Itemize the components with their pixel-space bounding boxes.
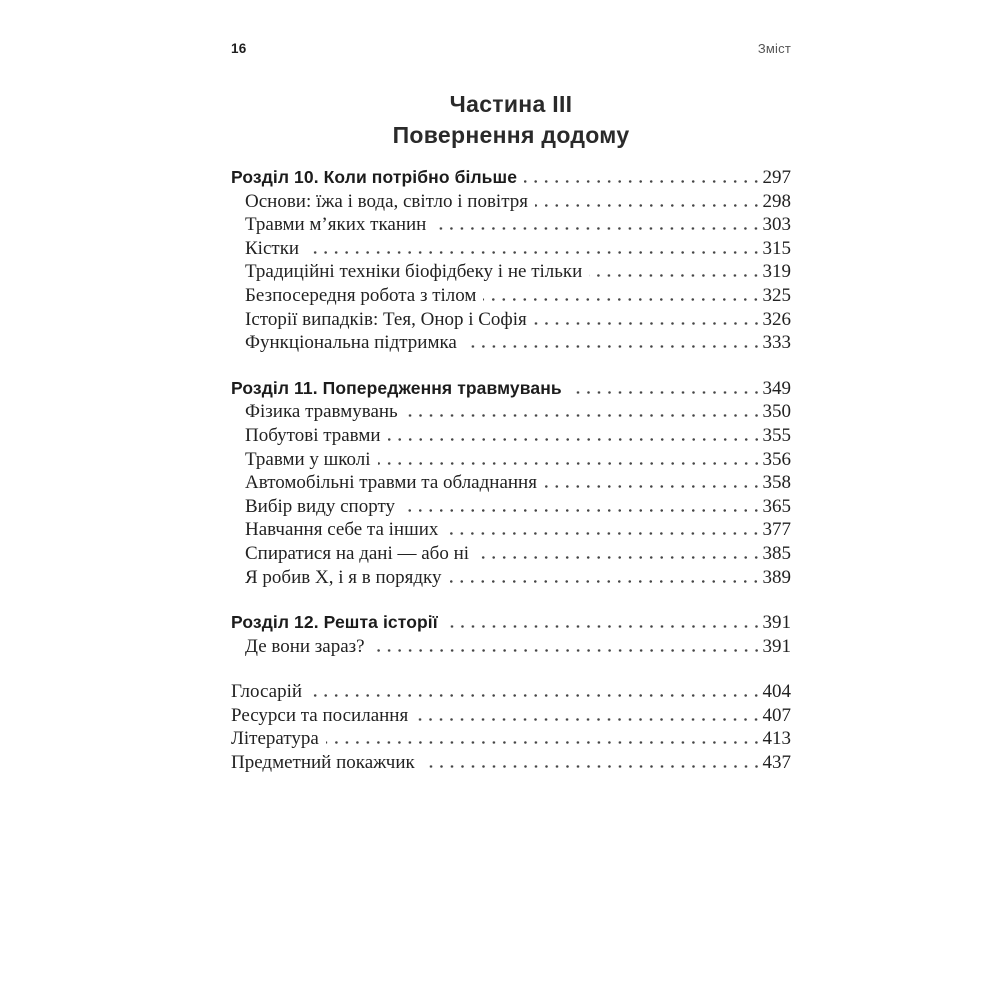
toc-entry-title: Травми у школі: [245, 448, 371, 470]
part-title: Повернення додому: [392, 122, 630, 148]
toc-row: [231, 331, 791, 355]
page-content: [231, 41, 791, 775]
toc-row: [231, 308, 791, 332]
part-heading: [231, 89, 791, 151]
dot-leader: [372, 649, 762, 652]
toc-entry-title: Глосарій: [231, 681, 303, 703]
toc-row: [231, 237, 791, 261]
toc-entry-title: Історії випадків: Тея, Онор і Софія: [245, 308, 527, 330]
toc-entry-page: 404: [762, 681, 791, 703]
toc-entry-title: Література: [231, 728, 319, 750]
toc-chapter-section: [231, 166, 791, 355]
toc-row: [231, 680, 791, 704]
toc-row: [231, 611, 791, 635]
toc-entry-title: Спиратися на дані — або ні: [245, 542, 470, 564]
dot-leader: [544, 485, 762, 488]
toc-entry-page: 325: [762, 284, 791, 306]
toc-backmatter-section: [231, 680, 791, 774]
toc-row: [231, 471, 791, 495]
toc-row: [231, 542, 791, 566]
toc-entry-page: 437: [762, 752, 791, 774]
dot-leader: [448, 580, 761, 583]
page-header: [231, 41, 791, 57]
toc-entry-page: 391: [762, 612, 791, 634]
toc-entry-title: Вибір виду спорту: [245, 495, 395, 517]
toc-row: [231, 213, 791, 237]
dot-leader: [535, 204, 762, 207]
dot-leader: [326, 741, 762, 744]
dot-leader: [378, 462, 762, 465]
dot-leader: [309, 694, 761, 697]
toc-row: [231, 260, 791, 284]
dot-leader: [415, 718, 761, 721]
toc-row: [231, 400, 791, 424]
toc-entry-title: Розділ 10. Коли потрібно більше: [231, 167, 518, 187]
toc-entry-title: Травми м’яких тканин: [245, 214, 427, 236]
toc-entry-page: 385: [762, 542, 791, 564]
toc-entry-page: 377: [762, 519, 791, 541]
toc-entry-title: Розділ 11. Попередження травмувань: [231, 377, 562, 398]
dot-leader: [445, 532, 761, 535]
toc-entry-page: 297: [762, 167, 791, 188]
toc-entry-page: 389: [762, 566, 791, 588]
dot-leader: [589, 274, 761, 277]
dot-leader: [464, 345, 762, 348]
toc-entry-title: Побутові травми: [245, 424, 381, 446]
toc-row: [231, 518, 791, 542]
toc-row: [231, 424, 791, 448]
dot-leader: [422, 765, 762, 768]
part-label: Частина III: [449, 91, 573, 117]
toc-entry-page: 350: [762, 401, 791, 423]
toc-entry-title: Я робив X, і я в порядку: [245, 566, 442, 588]
dot-leader: [569, 391, 762, 394]
toc-entry-title: Функціональна підтримка: [245, 332, 457, 354]
toc-row: [231, 495, 791, 519]
toc-entry-page: 407: [762, 704, 791, 726]
toc-entry-title: Де вони зараз?: [245, 635, 365, 657]
toc-row: [231, 190, 791, 214]
toc-entry-title: Навчання себе та інших: [245, 519, 439, 541]
toc-entry-title: Ресурси та посилання: [231, 704, 409, 726]
toc-row: [231, 566, 791, 590]
page-number: 16: [231, 41, 247, 56]
toc-row: [231, 448, 791, 472]
toc-entry-title: Кістки: [245, 237, 300, 259]
toc-entry-page: 326: [762, 308, 791, 330]
toc-entry-page: 391: [762, 635, 791, 657]
toc-entry-page: 413: [762, 728, 791, 750]
toc-entry-page: 319: [762, 261, 791, 283]
toc-chapter-section: [231, 611, 791, 658]
dot-leader: [405, 414, 762, 417]
toc-row: [231, 704, 791, 728]
toc-entry-title: Основи: їжа і вода, світло і повітря: [245, 190, 528, 212]
toc-row: [231, 377, 791, 401]
dot-leader: [476, 556, 761, 559]
toc-entry-title: Предметний покажчик: [231, 752, 415, 774]
dot-leader: [402, 509, 762, 512]
toc-row: [231, 727, 791, 751]
toc-entry-page: 315: [762, 237, 791, 259]
toc-entry-page: 303: [762, 214, 791, 236]
toc-row: [231, 284, 791, 308]
toc-chapter-section: [231, 377, 791, 589]
toc: [231, 166, 791, 775]
toc-entry-title: Традиційні техніки біофідбеку і не тільки: [245, 261, 583, 283]
running-title: Зміст: [757, 41, 791, 56]
dot-leader: [534, 322, 762, 325]
toc-entry-title: Фізика травмувань: [245, 401, 398, 423]
toc-entry-page: 356: [762, 448, 791, 470]
toc-entry-page: 349: [762, 377, 791, 399]
toc-entry-page: 355: [762, 424, 791, 446]
toc-entry-page: 365: [762, 495, 791, 517]
toc-entry-title: Безпосередня робота з тілом: [245, 284, 477, 306]
toc-entry-page: 358: [762, 472, 791, 494]
toc-row: [231, 751, 791, 775]
dot-leader: [524, 180, 761, 183]
toc-row: [231, 166, 791, 190]
dot-leader: [306, 251, 761, 254]
dot-leader: [388, 438, 762, 441]
toc-row: [231, 635, 791, 659]
toc-entry-title: Розділ 12. Решта історії: [231, 612, 438, 633]
dot-leader: [483, 298, 761, 301]
toc-entry-page: 333: [762, 332, 791, 354]
toc-entry-title: Автомобільні травми та обладнання: [245, 472, 537, 494]
dot-leader: [433, 227, 761, 230]
toc-entry-page: 298: [762, 190, 791, 212]
dot-leader: [445, 625, 762, 628]
